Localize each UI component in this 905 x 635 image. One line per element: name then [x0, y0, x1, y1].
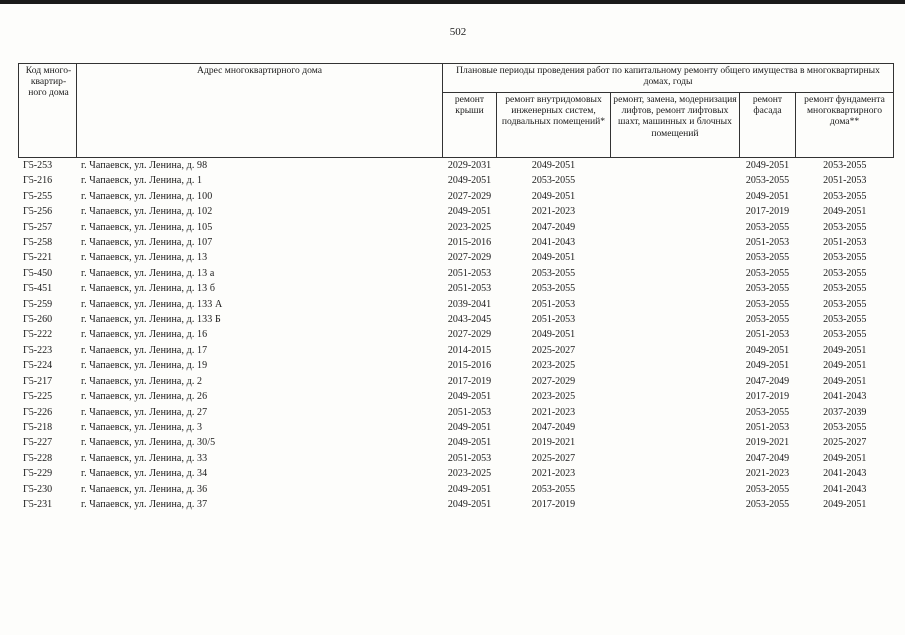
cell-elevators [611, 497, 740, 512]
cell-engineering: 2027-2029 [531, 375, 576, 387]
table-row [19, 173, 894, 188]
cell-elevators [611, 250, 740, 265]
cell-roof: 2051-2053 [447, 406, 492, 418]
cell-elevators [611, 435, 740, 450]
cell-code: Г5-231 [23, 498, 53, 510]
cell-foundation: 2041-2043 [823, 468, 867, 480]
cell-foundation: 2049-2051 [823, 206, 867, 218]
cell-foundation: 2049-2051 [823, 452, 867, 464]
cell-roof: 2049-2051 [447, 483, 492, 495]
cell-code: Г5-253 [23, 160, 53, 171]
table-row [19, 281, 894, 296]
cell-engineering: 2053-2055 [531, 283, 576, 295]
table-row [19, 158, 894, 174]
table-row [19, 189, 894, 204]
cell-elevators [611, 451, 740, 466]
table-row [19, 204, 894, 219]
cell-foundation: 2053-2055 [823, 329, 867, 341]
cell-roof: 2039-2041 [447, 298, 492, 310]
cell-engineering: 2047-2049 [531, 221, 576, 233]
cell-code: Г5-224 [23, 360, 53, 372]
cell-roof: 2051-2053 [447, 283, 492, 295]
cell-roof: 2043-2045 [447, 314, 492, 326]
header-address: Адрес многоквартирного дома [77, 64, 443, 158]
cell-roof: 2027-2029 [447, 252, 492, 264]
cell-address: г. Чапаевск, ул. Ленина, д. 3 [81, 421, 203, 433]
cell-elevators [611, 204, 740, 219]
cell-facade: 2053-2055 [745, 498, 790, 510]
header-engineering: ремонт внутридомовых инженерных систем, подвальных помещений* [497, 93, 611, 158]
cell-facade: 2051-2053 [745, 421, 790, 433]
cell-roof: 2049-2051 [447, 175, 492, 187]
cell-elevators [611, 405, 740, 420]
cell-foundation: 2053-2055 [823, 252, 867, 264]
cell-address: г. Чапаевск, ул. Ленина, д. 133 А [81, 298, 223, 310]
cell-foundation: 2053-2055 [823, 283, 867, 295]
cell-roof: 2015-2016 [447, 360, 492, 372]
cell-elevators [611, 482, 740, 497]
cell-foundation: 2053-2055 [823, 267, 867, 279]
cell-foundation: 2053-2055 [823, 298, 867, 310]
table-row [19, 435, 894, 450]
cell-code: Г5-221 [23, 252, 53, 264]
cell-roof: 2023-2025 [447, 468, 492, 480]
cell-foundation: 2051-2053 [823, 237, 867, 249]
table-row [19, 266, 894, 281]
cell-engineering: 2053-2055 [531, 175, 576, 187]
cell-address: г. Чапаевск, ул. Ленина, д. 105 [81, 221, 213, 233]
cell-address: г. Чапаевск, ул. Ленина, д. 102 [81, 206, 213, 218]
table-row [19, 312, 894, 327]
cell-engineering: 2023-2025 [531, 360, 576, 372]
cell-facade: 2053-2055 [745, 406, 790, 418]
cell-roof: 2015-2016 [447, 237, 492, 249]
cell-facade: 2049-2051 [745, 344, 790, 356]
cell-engineering: 2025-2027 [531, 452, 576, 464]
cell-foundation: 2053-2055 [823, 160, 867, 171]
cell-facade: 2049-2051 [745, 360, 790, 372]
table-row [19, 297, 894, 312]
cell-roof: 2049-2051 [447, 206, 492, 218]
cell-elevators [611, 389, 740, 404]
cell-foundation: 2053-2055 [823, 190, 867, 202]
cell-elevators [611, 343, 740, 358]
cell-elevators [611, 189, 740, 204]
cell-roof: 2017-2019 [447, 375, 492, 387]
cell-elevators [611, 466, 740, 481]
cell-engineering: 2025-2027 [531, 344, 576, 356]
table-row [19, 358, 894, 373]
cell-foundation: 2025-2027 [823, 437, 867, 449]
cell-address: г. Чапаевск, ул. Ленина, д. 13 [81, 252, 208, 264]
table-row [19, 420, 894, 435]
cell-address: г. Чапаевск, ул. Ленина, д. 107 [81, 237, 213, 249]
cell-code: Г5-259 [23, 298, 53, 310]
cell-address: г. Чапаевск, ул. Ленина, д. 26 [81, 391, 208, 403]
table-row [19, 327, 894, 342]
cell-roof: 2023-2025 [447, 221, 492, 233]
cell-foundation: 2049-2051 [823, 344, 867, 356]
cell-code: Г5-227 [23, 437, 53, 449]
cell-elevators [611, 173, 740, 188]
page-number: 502 [449, 26, 467, 38]
cell-code: Г5-223 [23, 344, 53, 356]
cell-roof: 2049-2051 [447, 391, 492, 403]
cell-code: Г5-256 [23, 206, 53, 218]
cell-facade: 2053-2055 [745, 298, 790, 310]
cell-elevators [611, 297, 740, 312]
cell-code: Г5-230 [23, 483, 53, 495]
cell-code: Г5-229 [23, 468, 53, 480]
header-facade: ремонт фасада [740, 93, 796, 158]
cell-facade: 2021-2023 [745, 468, 790, 480]
cell-elevators [611, 358, 740, 373]
cell-address: г. Чапаевск, ул. Ленина, д. 13 б [81, 283, 216, 295]
cell-roof: 2029-2031 [447, 160, 492, 171]
table-row [19, 220, 894, 235]
cell-facade: 2053-2055 [745, 252, 790, 264]
header-roof: ремонт крыши [443, 93, 497, 158]
table-row [19, 482, 894, 497]
cell-foundation: 2041-2043 [823, 391, 867, 403]
cell-facade: 2053-2055 [745, 283, 790, 295]
cell-code: Г5-228 [23, 452, 53, 464]
table-row [19, 466, 894, 481]
table-row [19, 497, 894, 512]
cell-foundation: 2037-2039 [823, 406, 867, 418]
cell-engineering: 2021-2023 [531, 468, 576, 480]
cell-roof: 2027-2029 [447, 190, 492, 202]
cell-facade: 2051-2053 [745, 237, 790, 249]
cell-elevators [611, 281, 740, 296]
cell-address: г. Чапаевск, ул. Ленина, д. 30/5 [81, 437, 216, 449]
table-row [19, 343, 894, 358]
cell-engineering: 2041-2043 [531, 237, 576, 249]
cell-code: Г5-255 [23, 190, 53, 202]
cell-foundation: 2053-2055 [823, 221, 867, 233]
cell-engineering: 2051-2053 [531, 298, 576, 310]
cell-engineering: 2017-2019 [531, 498, 576, 510]
cell-address: г. Чапаевск, ул. Ленина, д. 33 [81, 452, 208, 464]
cell-roof: 2027-2029 [447, 329, 492, 341]
cell-roof: 2049-2051 [447, 437, 492, 449]
cell-facade: 2049-2051 [745, 190, 790, 202]
table-row [19, 250, 894, 265]
cell-facade: 2053-2055 [745, 483, 790, 495]
table-row [19, 451, 894, 466]
table-row [19, 374, 894, 389]
cell-code: Г5-226 [23, 406, 53, 418]
table-row [19, 405, 894, 420]
table-row [19, 389, 894, 404]
header-elevators: ремонт, замена, модернизация лифтов, ремонт лифтовых шахт, машинных и блочных помещений [611, 93, 740, 158]
cell-code: Г5-217 [23, 375, 53, 387]
cell-foundation: 2053-2055 [823, 421, 867, 433]
cell-engineering: 2053-2055 [531, 483, 576, 495]
cell-foundation: 2051-2053 [823, 175, 867, 187]
cell-facade: 2047-2049 [745, 452, 790, 464]
cell-facade: 2053-2055 [745, 175, 790, 187]
cell-address: г. Чапаевск, ул. Ленина, д. 16 [81, 329, 208, 341]
cell-code: Г5-258 [23, 237, 53, 249]
cell-code: Г5-216 [23, 175, 53, 187]
cell-elevators [611, 420, 740, 435]
top-border-line [0, 0, 905, 4]
header-foundation: ремонт фундамента многоквартирного дома** [796, 93, 894, 158]
cell-engineering: 2021-2023 [531, 206, 576, 218]
cell-address: г. Чапаевск, ул. Ленина, д. 17 [81, 344, 208, 356]
cell-address: г. Чапаевск, ул. Ленина, д. 37 [81, 498, 208, 510]
cell-engineering: 2019-2021 [531, 437, 576, 449]
cell-engineering: 2049-2051 [531, 160, 576, 171]
cell-address: г. Чапаевск, ул. Ленина, д. 2 [81, 375, 203, 387]
cell-address: г. Чапаевск, ул. Ленина, д. 1 [81, 175, 203, 187]
cell-engineering: 2051-2053 [531, 314, 576, 326]
cell-elevators [611, 312, 740, 327]
cell-engineering: 2049-2051 [531, 252, 576, 264]
cell-roof: 2051-2053 [447, 267, 492, 279]
cell-foundation: 2053-2055 [823, 314, 867, 326]
cell-elevators [611, 220, 740, 235]
cell-roof: 2049-2051 [447, 498, 492, 510]
cell-facade: 2053-2055 [745, 267, 790, 279]
cell-engineering: 2049-2051 [531, 190, 576, 202]
cell-facade: 2017-2019 [745, 391, 790, 403]
repair-schedule-table [18, 63, 894, 512]
header-periods-group: Плановые периоды проведения работ по капитальному ремонту общего имущества в многоквартирных домах, годы [443, 64, 894, 93]
cell-facade: 2053-2055 [745, 221, 790, 233]
cell-engineering: 2053-2055 [531, 267, 576, 279]
cell-code: Г5-218 [23, 421, 53, 433]
cell-roof: 2051-2053 [447, 452, 492, 464]
cell-engineering: 2049-2051 [531, 329, 576, 341]
cell-code: Г5-225 [23, 391, 53, 403]
cell-engineering: 2021-2023 [531, 406, 576, 418]
cell-facade: 2051-2053 [745, 329, 790, 341]
cell-engineering: 2023-2025 [531, 391, 576, 403]
cell-facade: 2047-2049 [745, 375, 790, 387]
cell-address: г. Чапаевск, ул. Ленина, д. 13 а [81, 267, 215, 279]
cell-code: Г5-450 [23, 267, 53, 279]
cell-address: г. Чапаевск, ул. Ленина, д. 19 [81, 360, 208, 372]
cell-address: г. Чапаевск, ул. Ленина, д. 133 Б [81, 314, 221, 326]
cell-elevators [611, 235, 740, 250]
cell-elevators [611, 266, 740, 281]
cell-code: Г5-260 [23, 314, 53, 326]
table-row [19, 235, 894, 250]
cell-elevators [611, 374, 740, 389]
cell-foundation: 2041-2043 [823, 483, 867, 495]
cell-roof: 2014-2015 [447, 344, 492, 356]
cell-address: г. Чапаевск, ул. Ленина, д. 34 [81, 468, 208, 480]
cell-foundation: 2049-2051 [823, 498, 867, 510]
cell-address: г. Чапаевск, ул. Ленина, д. 27 [81, 406, 208, 418]
cell-foundation: 2049-2051 [823, 360, 867, 372]
cell-engineering: 2047-2049 [531, 421, 576, 433]
cell-facade: 2053-2055 [745, 314, 790, 326]
cell-foundation: 2049-2051 [823, 375, 867, 387]
cell-code: Г5-257 [23, 221, 53, 233]
cell-facade: 2019-2021 [745, 437, 790, 449]
header-code: Код много-квартир-ного дома [19, 64, 77, 158]
cell-code: Г5-451 [23, 283, 53, 295]
cell-facade: 2049-2051 [745, 160, 790, 171]
cell-facade: 2017-2019 [745, 206, 790, 218]
cell-address: г. Чапаевск, ул. Ленина, д. 100 [81, 190, 213, 202]
cell-address: г. Чапаевск, ул. Ленина, д. 36 [81, 483, 208, 495]
cell-code: Г5-222 [23, 329, 53, 341]
cell-elevators [611, 327, 740, 342]
cell-roof: 2049-2051 [447, 421, 492, 433]
cell-address: г. Чапаевск, ул. Ленина, д. 98 [81, 160, 208, 171]
cell-elevators [611, 158, 740, 174]
